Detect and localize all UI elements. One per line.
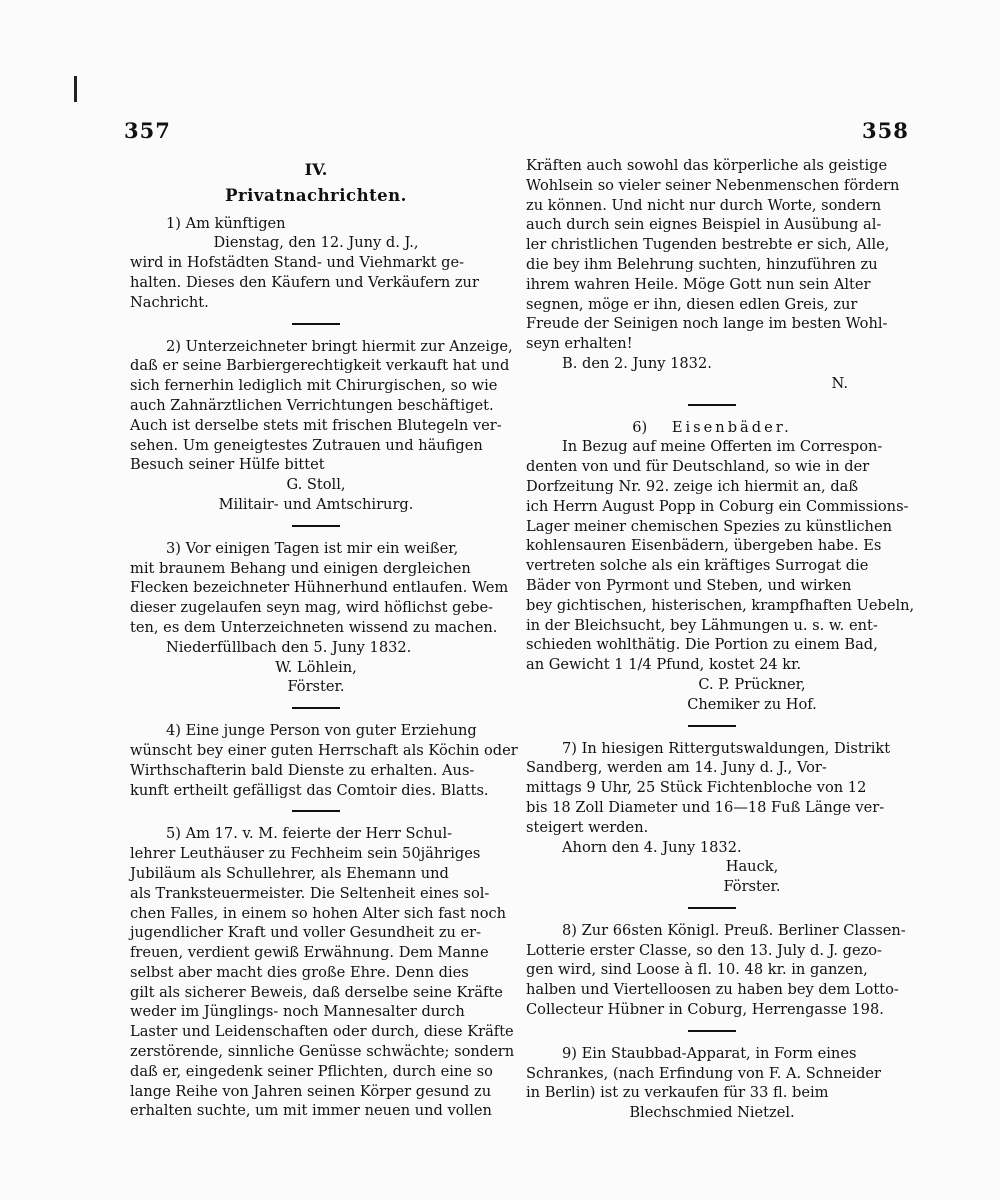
text-line: Nachricht. <box>130 293 209 311</box>
separator-rule <box>688 404 736 406</box>
text-line: Lotterie erster Classe, so den 13. July d. J. gezo- <box>526 941 882 959</box>
text-line: 5) Am 17. v. M. feierte der Herr Schul- <box>166 825 453 843</box>
text-line: wird in Hofstädten Stand- und Viehmarkt ge- <box>130 254 465 272</box>
text-line: 4) Eine junge Person von guter Erziehung <box>166 722 477 740</box>
signature-name: C. P. Prückner, <box>698 675 806 693</box>
signature-name: Hauck, <box>725 858 779 876</box>
text-line: In Bezug auf meine Offerten im Correspon- <box>562 438 883 456</box>
notice-5 <box>130 824 515 1121</box>
text-line: Jubiläum als Schullehrer, als Ehemann und <box>130 864 449 882</box>
text-line: Ahorn den 4. Juny 1832. <box>562 838 742 856</box>
text-line: lange Reihe von Jahren seinen Körper gesund zu <box>130 1082 492 1100</box>
text-line: selbst aber macht dies große Ehre. Denn dies <box>130 963 469 981</box>
notice-6 <box>526 418 915 715</box>
signature-name: G. Stoll, <box>286 476 346 494</box>
text-line: gen wird, sind Loose à fl. 10. 48 kr. in ganzen, <box>526 961 868 979</box>
text-line: kohlensauren Eisenbädern, übergeben habe. Es <box>526 537 882 555</box>
page-number-left: 357 <box>124 118 171 143</box>
notice-title: Eisenbäder. <box>671 418 792 436</box>
text-line: in der Bleichsucht, bey Lähmungen u. s. w. ent- <box>526 616 878 634</box>
signature-name: W. Löhlein, <box>275 658 357 676</box>
notice-3 <box>130 539 509 697</box>
signature-title: Militair- und Amtschirurg. <box>218 495 414 513</box>
text-line: kunft ertheilt gefälligst das Comtoir dies. Blatts. <box>130 781 489 799</box>
text-line: Besuch seiner Hülfe bittet <box>130 456 325 474</box>
text-line: jugendlicher Kraft und voller Gesundheit zu er- <box>130 924 482 942</box>
text-line: denten von und für Deutschland, so wie in der <box>526 458 870 476</box>
signature-title: Förster. <box>723 878 781 896</box>
text-line: Dorfzeitung Nr. 92. zeige ich hiermit an, daß <box>526 477 859 495</box>
section-number: IV. <box>304 160 328 179</box>
separator-rule <box>688 725 736 727</box>
text-line: bey gichtischen, histerischen, krampfhaften Uebeln, <box>526 596 915 614</box>
separator-rule <box>292 525 340 527</box>
text-line: steigert werden. <box>526 818 649 836</box>
text-line: an Gewicht 1 1/4 Pfund, kostet 24 kr. <box>526 656 802 674</box>
right-column <box>526 156 915 1123</box>
text-line: zerstörende, sinnliche Genüsse schwächte; sondern <box>130 1043 515 1061</box>
notice-8 <box>526 921 906 1020</box>
left-column <box>130 148 518 1121</box>
text-line: Laster und Leidenschaften oder durch, diese Kräfte <box>130 1023 514 1041</box>
text-line: Wohlsein so vieler seiner Nebenmenschen fördern <box>526 176 900 194</box>
text-line: 7) In hiesigen Rittergutswaldungen, Distrikt <box>562 739 891 757</box>
text-line: mit braunem Behang und einigen dergleichen <box>130 559 471 577</box>
notice-5-continued <box>526 156 898 394</box>
text-line: weder im Jünglings- noch Mannesalter durch <box>130 1003 465 1021</box>
text-line: als Tranksteuermeister. Die Seltenheit eines sol- <box>130 884 490 902</box>
signature-initial: N. <box>831 374 848 392</box>
text-line: daß er seine Barbiergerechtigkeit verkauft hat und <box>130 357 510 375</box>
text-line: ich Herrn August Popp in Coburg ein Commissions- <box>526 497 909 515</box>
date-line: B. den 2. Juny 1832. <box>562 354 712 372</box>
text-line: Blechschmied Nietzel. <box>629 1104 795 1122</box>
page-number-right: 358 <box>862 118 909 143</box>
text-line: daß er, eingedenk seiner Pflichten, durch eine so <box>130 1062 493 1080</box>
signature-title: Förster. <box>287 678 345 696</box>
separator-rule <box>292 707 340 709</box>
separator-rule <box>292 810 340 812</box>
text-line: Collecteur Hübner in Coburg, Herrengasse 198. <box>526 1001 884 1019</box>
separator-rule <box>292 323 340 325</box>
notice-9 <box>526 1044 898 1123</box>
text-line: Bäder von Pyrmont und Steben, und wirken <box>526 576 852 594</box>
text-line: 1) Am künftigen <box>166 214 286 232</box>
text-line: 3) Vor einigen Tagen ist mir ein weißer, <box>166 539 459 557</box>
text-line: 8) Zur 66sten Königl. Preuß. Berliner Classen- <box>562 921 906 939</box>
text-line: Sandberg, werden am 14. Juny d. J., Vor- <box>526 759 827 777</box>
text-line: bis 18 Zoll Diameter und 16—18 Fuß Länge ver- <box>526 798 885 816</box>
text-line: Niederfüllbach den 5. Juny 1832. <box>166 638 412 656</box>
separator-rule <box>688 907 736 909</box>
text-line: Auch ist derselbe stets mit frischen Blutegeln ver- <box>130 416 502 434</box>
notice-2 <box>130 337 513 515</box>
signature-title: Chemiker zu Hof. <box>687 695 817 713</box>
text-line: Flecken bezeichneter Hühnerhund entlaufen. Wem <box>130 579 509 597</box>
text-line: Wirthschafterin bald Dienste zu erhalten. Aus- <box>130 761 475 779</box>
text-line: halben und Viertelloosen zu haben bey dem Lotto- <box>526 981 899 999</box>
text-line: wünscht bey einer guten Herrschaft als Köchin oder <box>130 741 518 759</box>
text-line: ten, es dem Unterzeichneten wissend zu machen. <box>130 618 498 636</box>
notice-4 <box>130 721 518 800</box>
text-line: Dienstag, den 12. Juny d. J., <box>213 234 419 252</box>
text-line: zu können. Und nicht nur durch Worte, sondern <box>526 196 882 214</box>
notice-1 <box>130 214 502 313</box>
section-title: Privatnachrichten. <box>225 185 407 205</box>
text-line: auch durch sein eignes Beispiel in Ausübung al- <box>526 216 882 234</box>
text-line: dieser zugelaufen seyn mag, wird höflichst gebe- <box>130 599 494 617</box>
text-line: Freude der Seinigen noch lange im besten Wohl- <box>526 315 888 333</box>
text-line: erhalten suchte, um mit immer neuen und vollen <box>130 1102 492 1120</box>
text-line: ihrem wahren Heile. Möge Gott nun sein Alter <box>526 275 871 293</box>
notice-number: 6) <box>632 418 648 436</box>
text-line: vertreten solche als ein kräftiges Surrogat die <box>526 557 869 575</box>
text-line: die bey ihm Belehrung suchten, hinzuführen zu <box>526 255 878 273</box>
text-line: Schrankes, (nach Erfindung von F. A. Schneider <box>526 1064 882 1082</box>
separator-rule <box>688 1030 736 1032</box>
text-line: sich fernerhin lediglich mit Chirurgischen, so wie <box>130 377 498 395</box>
text-line: Kräften auch sowohl das körperliche als geistige <box>526 157 888 174</box>
text-line: halten. Dieses den Käufern und Verkäufern zur <box>130 273 479 291</box>
text-line: 2) Unterzeichneter bringt hiermit zur Anzeige, <box>166 337 513 355</box>
text-line: in Berlin) ist zu verkaufen für 33 fl. beim <box>526 1084 829 1102</box>
text-line: auch Zahnärztlichen Verrichtungen beschäftiget. <box>130 396 494 414</box>
text-line: mittags 9 Uhr, 25 Stück Fichtenbloche von 12 <box>526 779 867 797</box>
notice-heading <box>526 418 898 438</box>
text-line: lehrer Leuthäuser zu Fechheim sein 50jähriges <box>130 845 481 863</box>
text-line: segnen, möge er ihn, diesen edlen Greis, zur <box>526 295 858 313</box>
text-line: Lager meiner chemischen Spezies zu künstlichen <box>526 517 892 535</box>
text-line: chen Falles, in einem so hohen Alter sich fast noch <box>130 904 507 922</box>
scan-edge-mark <box>74 76 77 102</box>
text-line: gilt als sicherer Beweis, daß derselbe seine Kräfte <box>130 983 503 1001</box>
text-line: seyn erhalten! <box>526 335 633 353</box>
text-line: ler christlichen Tugenden bestrebte er sich, Alle, <box>526 236 890 254</box>
text-line: freuen, verdient gewiß Erwähnung. Dem Manne <box>130 944 489 962</box>
text-line: sehen. Um geneigtestes Zutrauen und häufigen <box>130 436 483 454</box>
notice-7 <box>526 739 898 897</box>
text-line: schieden wohlthätig. Die Portion zu einem Bad, <box>526 636 878 654</box>
text-line: 9) Ein Staubbad-Apparat, in Form eines <box>562 1044 857 1062</box>
